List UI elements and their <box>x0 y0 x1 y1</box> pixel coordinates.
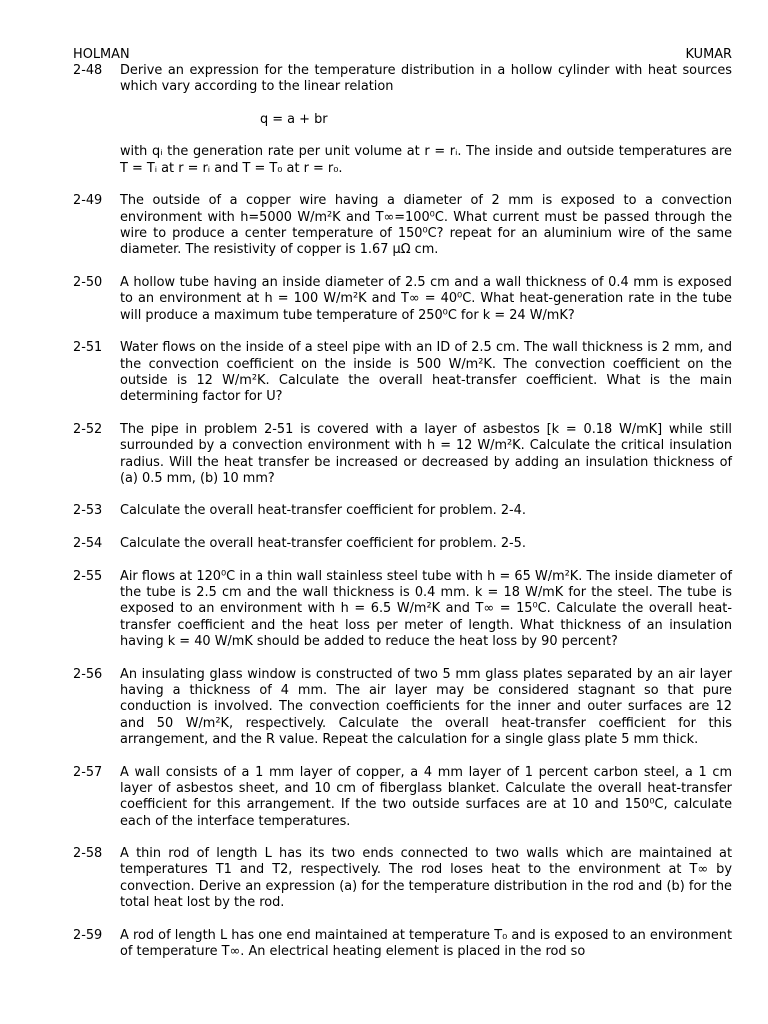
problem-2-55 <box>73 569 732 650</box>
problem-text: Calculate the overall heat-transfer coefficient for problem. 2-4. <box>120 503 526 519</box>
problem-2-56 <box>73 667 732 748</box>
problem-text: The outside of a copper wire having a diameter of 2 mm is exposed to a convection environment with h=5000 W/m²K and T∞=100⁰C. What current must be passed through the wire to produce a center temperature of 150⁰C? repeat for an aluminium wire of the same diameter. The resistivity of copper is 1.67 μΩ cm. <box>120 193 732 258</box>
header-author-left: HOLMAN <box>73 47 130 62</box>
problem-number: 2-54 <box>73 536 103 552</box>
problem-text: An insulating glass window is constructed of two 5 mm glass plates separated by an air layer having a thickness of 4 mm. The air layer may be considered stagnant so that pure conduction is involved. The convection coefficients for the inner and outer surfaces are 12 and 50 W/m²K, respectively. Calculate the overall heat-transfer coefficient for this arrangement, and the R value. Repeat the calculation for a single glass plate 5 mm thick. <box>120 666 732 747</box>
document-page <box>73 47 732 977</box>
problem-text: Calculate the overall heat-transfer coefficient for problem. 2-5. <box>120 536 526 552</box>
problem-2-59 <box>73 928 732 961</box>
problem-intro: Derive an expression for the temperature distribution in a hollow cylinder with heat sources which vary according to the linear relation <box>120 63 732 95</box>
problem-text: Air flows at 120⁰C in a thin wall stainless steel tube with h = 65 W/m²K. The inside diameter of the tube is 2.5 cm and the wall thickness is 0.4 mm. k = 18 W/mK for the steel. The tube is exposed to an environment with h = 6.5 W/m²K and T∞ = 15⁰C. Calculate the overall heat-transfer coefficient and the heat loss per meter of length. What thickness of an insulation having k = 40 W/mK should be added to reduce the heat loss by 90 percent? <box>120 568 732 650</box>
problem-text: A hollow tube having an inside diameter of 2.5 cm and a wall thickness of 0.4 mm is exposed to an environment at h = 100 W/m²K and T∞ = 40⁰C. What heat-generation rate in the tube will produce a maximum tube temperature of 250⁰C for k = 24 W/mK? <box>120 275 732 323</box>
problem-number: 2-48 <box>73 63 103 78</box>
header-author-right: KUMAR <box>685 47 732 62</box>
problem-number: 2-53 <box>73 503 103 519</box>
problem-text: A thin rod of length L has its two ends connected to two walls which are maintained at temperatures T1 and T2, respectively. The rod loses heat to the environment at T∞ by convection. Derive an expression (a) for the temperature distribution in the rod and (b) for the total heat lost by the rod. <box>120 846 732 911</box>
problem-2-49 <box>73 193 732 258</box>
problem-text: Water flows on the inside of a steel pipe with an ID of 2.5 cm. The wall thickness is 2 mm, and the convection coefficient on the inside is 500 W/m²K. The convection coefficient on the outside is 12 W/m²K. Calculate the overall heat-transfer coefficient. What is the main determining factor for U? <box>120 340 732 405</box>
problem-number: 2-56 <box>73 666 103 682</box>
problem-2-54 <box>73 536 732 552</box>
problem-formula: q = a + br <box>260 111 328 127</box>
problem-text: A wall consists of a 1 mm layer of copper, a 4 mm layer of 1 percent carbon steel, a 1 cm layer of asbestos sheet, and 10 cm of fiberglass blanket. Calculate the overall heat-transfer coefficient for this arrangement. If the two outside surfaces are at 10 and 150⁰C, calculate each of the interface temperatures. <box>120 764 732 829</box>
problem-2-52 <box>73 422 732 487</box>
problem-number: 2-50 <box>73 275 103 291</box>
problem-number: 2-51 <box>73 340 103 356</box>
problem-2-53 <box>73 503 732 519</box>
problem-number: 2-58 <box>73 846 103 862</box>
problem-number: 2-57 <box>73 764 103 780</box>
problem-number: 2-55 <box>73 568 103 584</box>
problem-2-58 <box>73 846 732 911</box>
problem-2-51 <box>73 340 732 405</box>
problem-number: 2-49 <box>73 193 103 209</box>
problem-text: The pipe in problem 2-51 is covered with a layer of asbestos [k = 0.18 W/mK] while still surrounded by a convection environment with h = 12 W/m²K. Calculate the critical insulation radius. Will the heat transfer be increased or decreased by adding an insulation thickness of (a) 0.5 mm, (b) 10 mm? <box>120 421 732 486</box>
problem-text <box>120 63 732 177</box>
problem-2-50 <box>73 275 732 324</box>
problem-number: 2-59 <box>73 927 103 943</box>
problem-2-48 <box>73 63 732 177</box>
problem-2-57 <box>73 765 732 830</box>
problem-text: A rod of length L has one end maintained at temperature T₀ and is exposed to an environment of temperature T∞. An electrical heating element is placed in the rod so <box>120 927 732 960</box>
page-header <box>73 47 732 63</box>
problem-number: 2-52 <box>73 421 103 437</box>
problem-outro: with qᵢ the generation rate per unit volume at r = rᵢ. The inside and outside temperatures are T = Tᵢ at r = rᵢ and T = T₀ at r = r₀. <box>120 144 732 176</box>
